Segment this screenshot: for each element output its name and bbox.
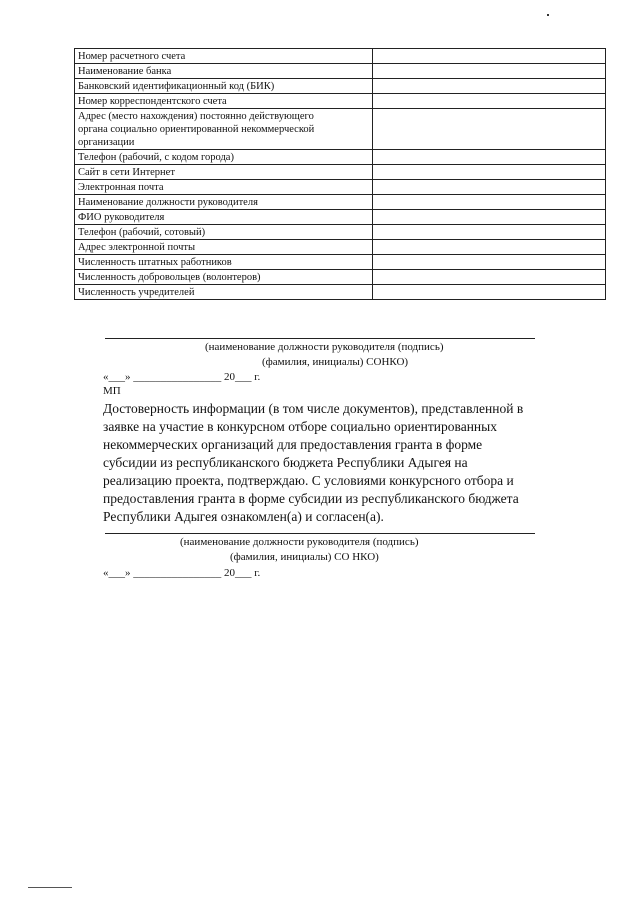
date-field: «___» ________________ 20___ г.: [103, 567, 261, 579]
row-value: [372, 195, 605, 210]
row-value: [372, 49, 605, 64]
statement-line: Республики Адыгея ознакомлен(а) и согласен(а).: [103, 509, 384, 524]
row-value: [372, 79, 605, 94]
table-row: [75, 64, 606, 79]
table-row: [75, 225, 606, 240]
row-value: [372, 240, 605, 255]
row-value: [372, 180, 605, 195]
table-row: [75, 180, 606, 195]
row-value: [372, 255, 605, 270]
confirmation-statement: [103, 400, 573, 526]
corner-mark: [547, 14, 549, 16]
table-row: [75, 109, 606, 150]
table-row: [75, 285, 606, 300]
table-row: [75, 210, 606, 225]
row-label: Численность штатных работников: [75, 255, 373, 270]
row-label: Телефон (рабочий, с кодом города): [75, 150, 373, 165]
row-label-line: организации: [78, 137, 135, 148]
row-value: [372, 285, 605, 300]
row-label: Электронная почта: [75, 180, 373, 195]
table-row: [75, 94, 606, 109]
row-label: Сайт в сети Интернет: [75, 165, 373, 180]
row-value: [372, 210, 605, 225]
row-label: Телефон (рабочий, сотовый): [75, 225, 373, 240]
row-label: Численность учредителей: [75, 285, 373, 300]
statement-line: реализацию проекта, подтверждаю. С условиями конкурсного отбора и: [103, 473, 514, 488]
date-field: «___» ________________ 20___ г.: [103, 371, 261, 383]
row-value: [372, 64, 605, 79]
row-label-line: органа социально ориентированной некоммерческой: [78, 124, 315, 135]
stamp-placeholder: МП: [103, 385, 121, 397]
statement-line: Достоверность информации (в том числе документов), представленной в: [103, 401, 524, 416]
table-row: [75, 150, 606, 165]
signature-caption: (фамилия, инициалы) СОНКО): [262, 356, 409, 368]
row-value: [372, 225, 605, 240]
table-row: [75, 195, 606, 210]
signature-line: [105, 338, 535, 339]
statement-line: заявке на участие в конкурсном отборе социально ориентированных: [103, 419, 497, 434]
row-label: Банковский идентификационный код (БИК): [75, 79, 373, 94]
row-label: [75, 109, 373, 150]
row-label: Адрес электронной почты: [75, 240, 373, 255]
statement-line: некоммерческих организаций для предоставления гранта в форме: [103, 437, 483, 452]
row-label: Наименование должности руководителя: [75, 195, 373, 210]
row-value: [372, 109, 605, 150]
signature-caption: (наименование должности руководителя (подпись): [180, 536, 419, 548]
row-value: [372, 94, 605, 109]
row-label: Номер расчетного счета: [75, 49, 373, 64]
row-label: ФИО руководителя: [75, 210, 373, 225]
table-row: [75, 165, 606, 180]
footnote-rule: [28, 887, 72, 888]
row-label: Численность добровольцев (волонтеров): [75, 270, 373, 285]
table-row: [75, 270, 606, 285]
table-row: [75, 240, 606, 255]
signature-line: [105, 533, 535, 534]
statement-line: предоставления гранта в форме субсидии из республиканского бюджета: [103, 491, 519, 506]
organization-info-table: [74, 48, 606, 300]
row-label: Наименование банка: [75, 64, 373, 79]
table-row: [75, 49, 606, 64]
table-row: [75, 79, 606, 94]
statement-line: субсидии из республиканского бюджета Республики Адыгея на: [103, 455, 468, 470]
row-label: Номер корреспондентского счета: [75, 94, 373, 109]
signature-caption: (наименование должности руководителя (подпись): [205, 341, 444, 353]
row-value: [372, 165, 605, 180]
row-label-line: Адрес (место нахождения) постоянно действующего: [78, 111, 314, 122]
table-row: [75, 255, 606, 270]
row-value: [372, 270, 605, 285]
signature-caption: (фамилия, инициалы) СО НКО): [230, 551, 379, 563]
row-value: [372, 150, 605, 165]
